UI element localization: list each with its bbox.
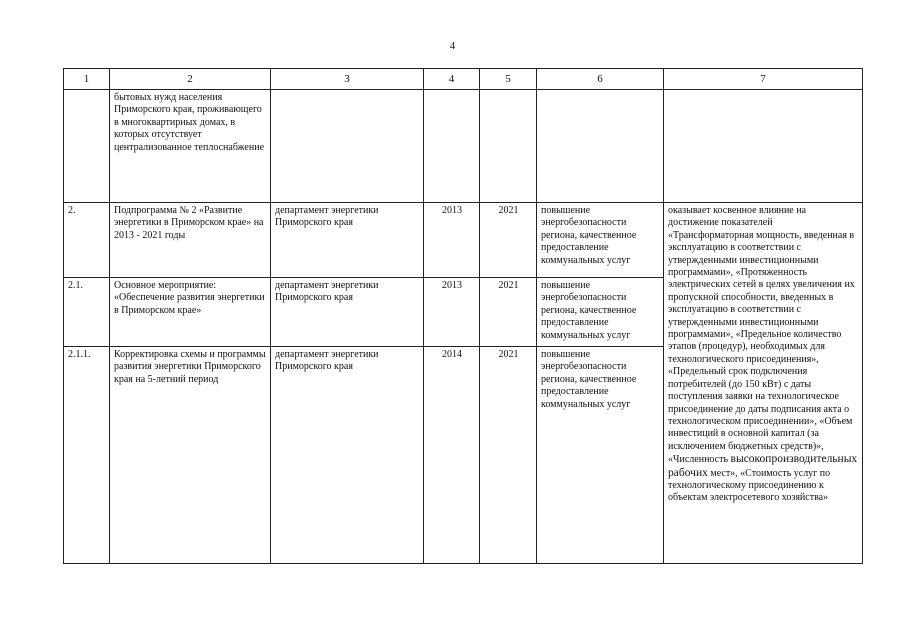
end-year-cell: 2021	[480, 203, 537, 278]
end-year-cell	[480, 90, 537, 203]
executor-cell	[271, 90, 424, 203]
impact-cell	[664, 90, 863, 203]
start-year-cell: 2014	[424, 347, 480, 564]
column-header: 5	[480, 69, 537, 90]
column-header: 2	[110, 69, 271, 90]
result-cell: повышение энергобезопасности региона, качественное предоставление коммунальных услуг	[537, 278, 664, 347]
page-number: 4	[449, 40, 456, 52]
measures-table	[63, 68, 863, 564]
end-year-cell: 2021	[480, 278, 537, 347]
row-number-cell: 2.	[64, 203, 110, 278]
result-cell: повышение энергобезопасности региона, качественное предоставление коммунальных услуг	[537, 203, 664, 278]
table-row	[64, 203, 863, 278]
column-header: 7	[664, 69, 863, 90]
table-header-row	[64, 69, 863, 90]
column-header: 1	[64, 69, 110, 90]
result-cell	[537, 90, 664, 203]
column-header: 6	[537, 69, 664, 90]
table-row	[64, 90, 863, 203]
column-header: 3	[271, 69, 424, 90]
measure-name-cell: Корректировка схемы и программы развития энергетики Приморского края на 5-летний период	[110, 347, 271, 564]
start-year-cell: 2013	[424, 203, 480, 278]
measure-name-cell: Подпрограмма № 2 «Развитие энергетики в Приморском крае» на 2013 - 2021 годы	[110, 203, 271, 278]
row-number-cell: 2.1.1.	[64, 347, 110, 564]
impact-text: оказывает косвенное влияние на достижение показателей «Трансформаторная мощность, введенная в эксплуатацию в соответствии с утвержденными инвестиционными программами», «Протяженность электрических сетей в целях увеличения их пропускной способности, введенных в эксплуатацию в соответствии с утвержденными инвестиционными программами», «Предельное количество этапов (процедур), необходимых для технологического присоединения», «Предельный срок подключения потребителей (до 150 кВт) с даты поступления заявки на технологическое присоединение до даты подписания акта о технологическом присоединении», «Объем инвестиций в основной капитал (за исключением бюджетных средств)», «Численность	[668, 205, 855, 466]
row-number-cell: 2.1.	[64, 278, 110, 347]
end-year-cell: 2021	[480, 347, 537, 564]
impact-cell	[664, 203, 863, 564]
start-year-cell: 2013	[424, 278, 480, 347]
measure-name-cell: Основное мероприятие: «Обеспечение развития энергетики в Приморском крае»	[110, 278, 271, 347]
row-number-cell	[64, 90, 110, 203]
column-header: 4	[424, 69, 480, 90]
measure-name-cell: бытовых нужд населения Приморского края, проживающего в многоквартирных домах, в которых отсутствует централизованное теплоснабжение	[110, 90, 271, 203]
result-cell: повышение энергобезопасности региона, качественное предоставление коммунальных услуг	[537, 347, 664, 564]
start-year-cell	[424, 90, 480, 203]
executor-cell: департамент энергетики Приморского края	[271, 278, 424, 347]
impact-text: высокопроизводительных рабочих	[668, 453, 858, 479]
executor-cell: департамент энергетики Приморского края	[271, 203, 424, 278]
executor-cell: департамент энергетики Приморского края	[271, 347, 424, 564]
impact-text: мест», «Стоимость услуг по технологическому присоединению к объектам электросетевого хозяйства»	[668, 467, 831, 504]
